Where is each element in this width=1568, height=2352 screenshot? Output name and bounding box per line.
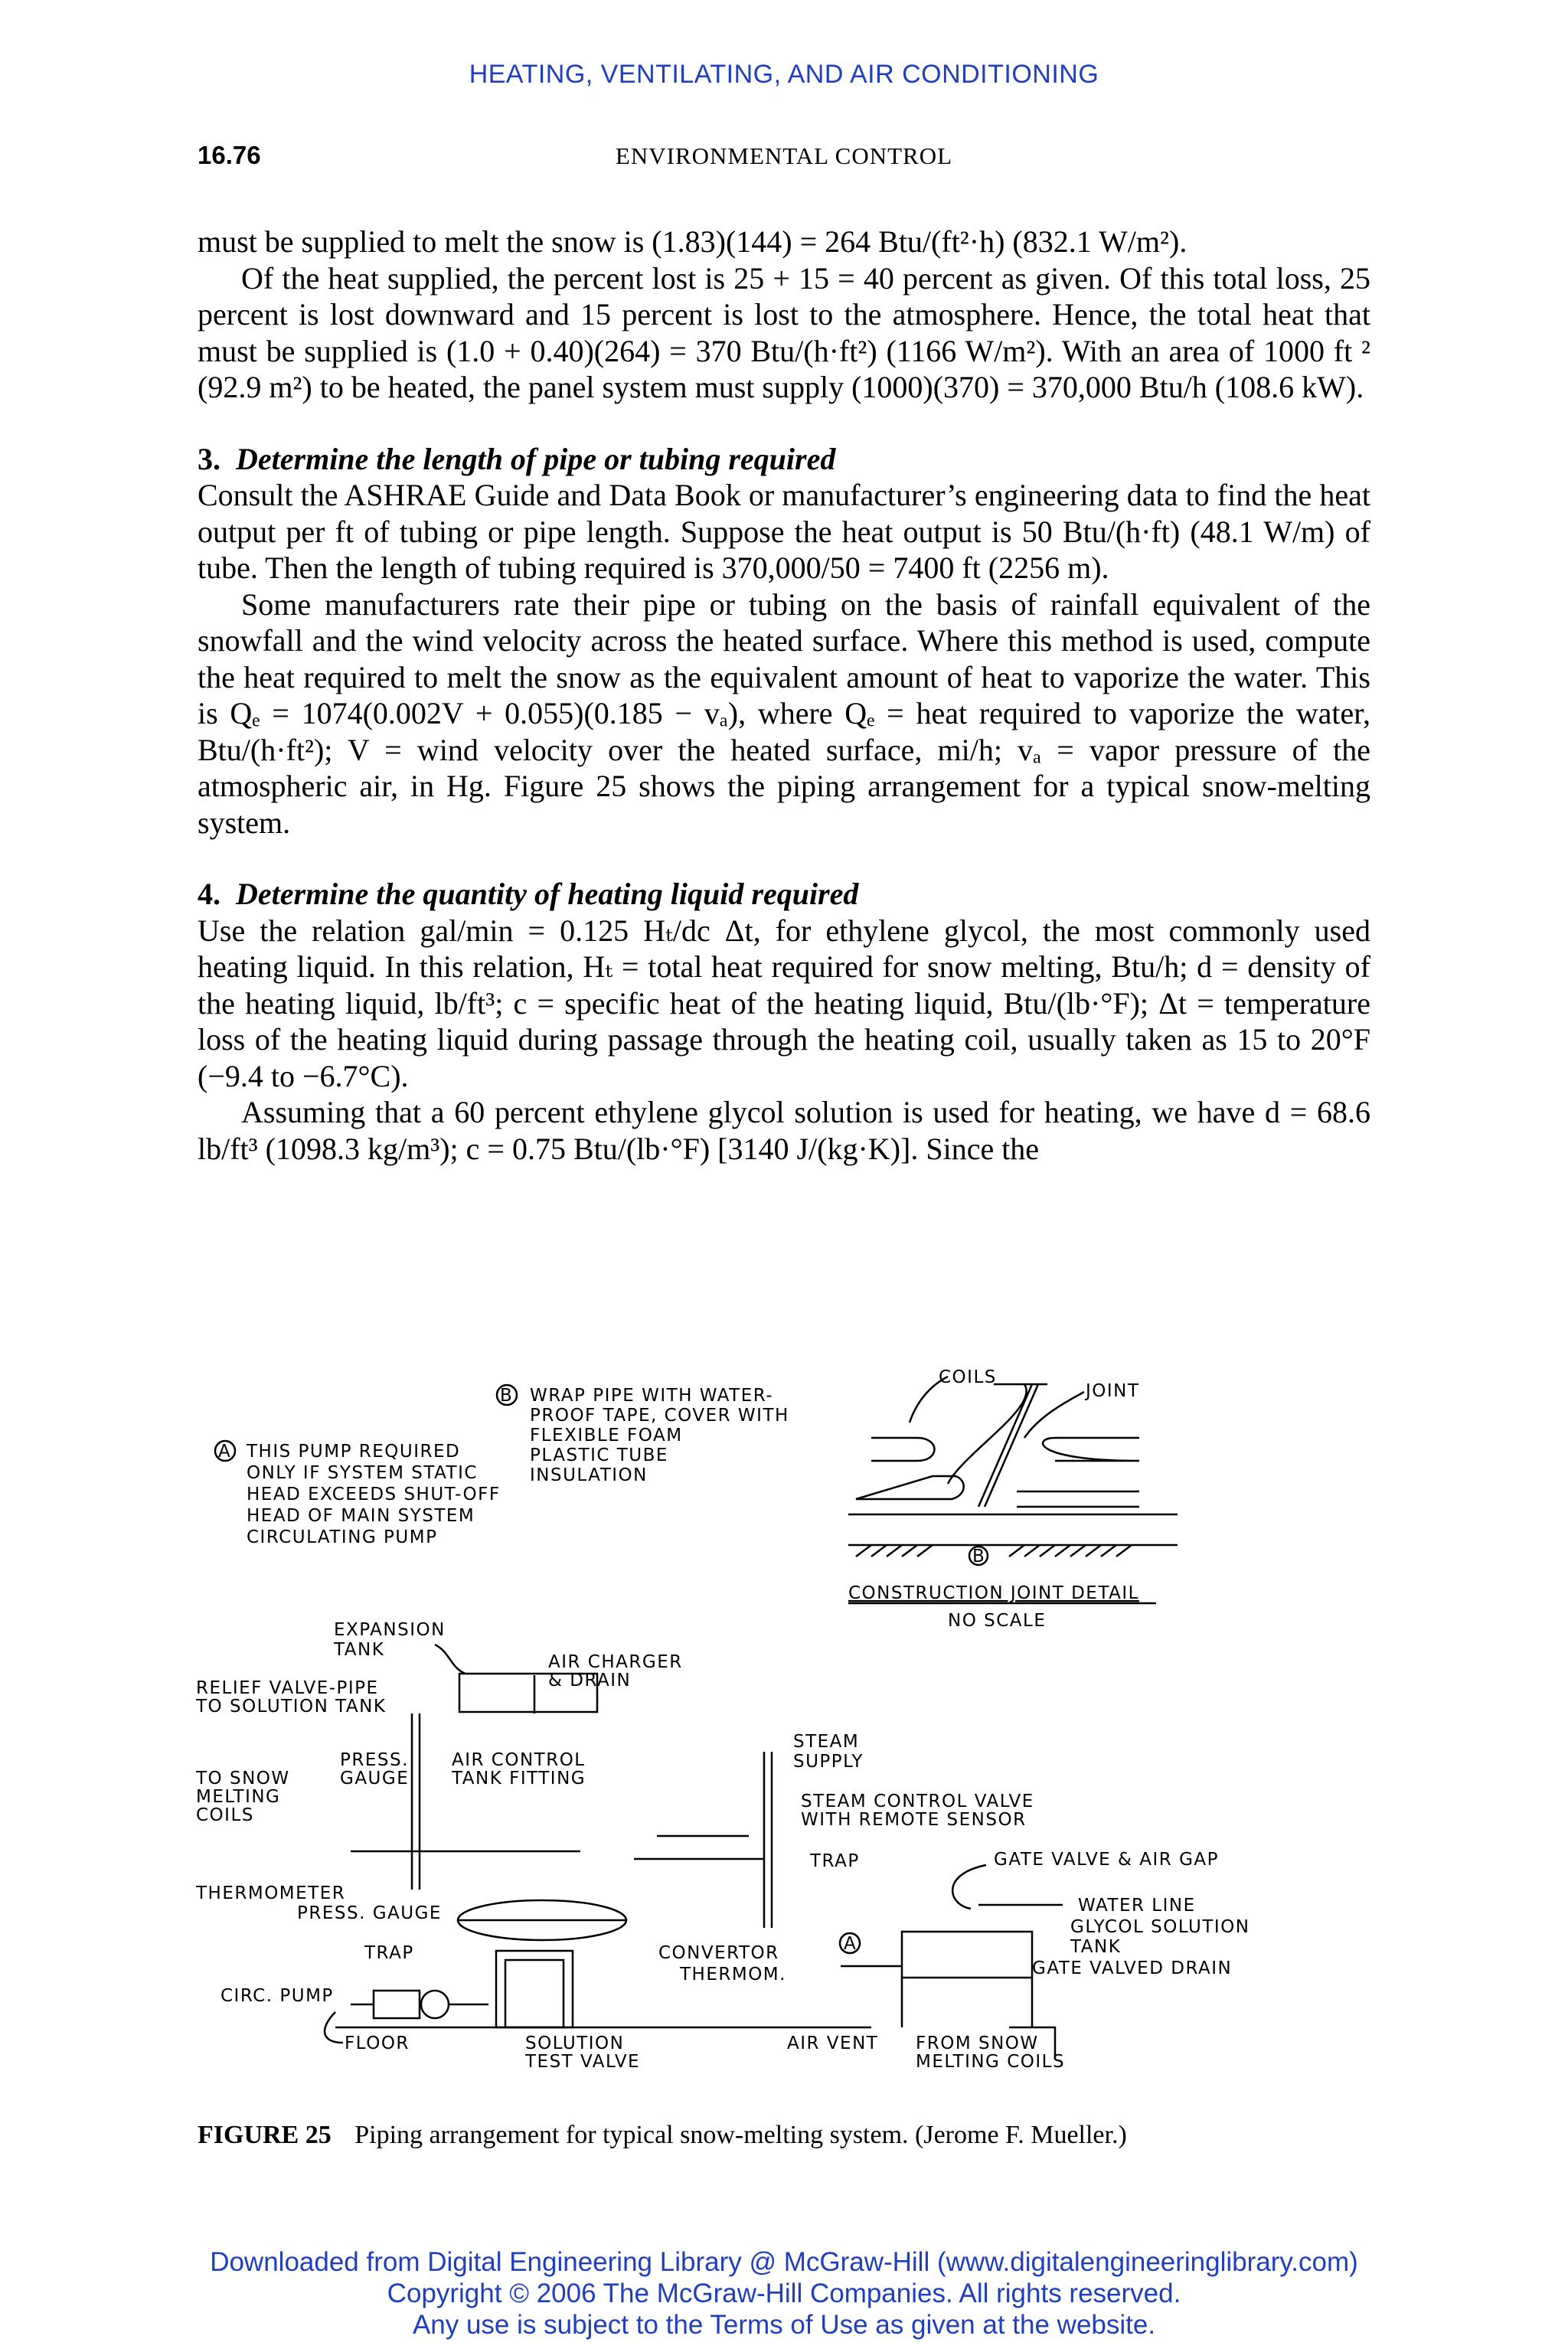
coils-label: COILS [939, 1367, 997, 1387]
press-gauge-left-label: PRESS. GAUGE [297, 1903, 442, 1923]
construction-joint-detail [848, 1367, 1178, 1631]
footer [0, 2246, 1568, 2341]
air-charger-label: & DRAIN [548, 1671, 632, 1690]
piping-schematic [195, 1620, 1250, 2072]
steam-supply-label: SUPPLY [793, 1752, 864, 1772]
note-a-line: CIRCULATING PUMP [247, 1527, 438, 1547]
footer-copyright: Copyright © 2006 The McGraw-Hill Companies. All rights reserved. [387, 2278, 1181, 2308]
step-number: 3. [198, 441, 220, 476]
thermometer-label: THERMOMETER [196, 1883, 346, 1903]
running-title: HEATING, VENTILATING, AND AIR CONDITIONING [469, 60, 1099, 89]
circ-pump-label: CIRC. PUMP [220, 1986, 334, 2006]
paragraph: Use the relation gal/min = 0.125 Hₜ/dc Δt, for ethylene glycol, the most commonly used heating liquid. In this relation, Hₜ = total heat required for snow melting, Btu/h; d = density of the heating liquid, lb/ft³; c = specific heat of the heating liquid, Btu/(lb·°F); Δt = temperature loss of the heating liquid during passage through the heating coil, usually taken as 15 to 20°F (−9.4 to −6.7°C). [198, 913, 1370, 1093]
paragraph: must be supplied to melt the snow is (1.83)(144) = 264 Btu/(ft²·h) (832.1 W/m²). [198, 224, 1187, 259]
press-gauge-label: GAUGE [340, 1769, 410, 1788]
glycol-tank-label: GLYCOL SOLUTION [1070, 1917, 1250, 1937]
note-a-line: HEAD EXCEEDS SHUT-OFF [247, 1485, 501, 1504]
piping-diagram [182, 1354, 1377, 2073]
air-control-label: TANK FITTING [452, 1769, 586, 1788]
relief-valve-label: TO SOLUTION TANK [196, 1697, 387, 1717]
paragraph: Assuming that a 60 percent ethylene glycol solution is used for heating, we have d = 68.6 lb/ft³ (1098.3 kg/m³); c = 0.75 Btu/(lb·°F) [3140 J/(kg·K)]. Since the [198, 1095, 1370, 1166]
step-title: Determine the length of pipe or tubing required [236, 441, 836, 476]
figure-caption-text: Piping arrangement for typical snow-melting system. (Jerome F. Mueller.) [354, 2121, 1127, 2149]
solution-test-label: TEST VALVE [525, 2052, 641, 2072]
section-title: ENVIRONMENTAL CONTROL [615, 142, 953, 169]
step-number: 4. [198, 877, 220, 911]
step-title: Determine the quantity of heating liquid required [236, 877, 859, 911]
note-a-line: HEAD OF MAIN SYSTEM [247, 1506, 475, 1526]
paragraph: Of the heat supplied, the percent lost is 25 + 15 = 40 percent as given. Of this total loss, 25 percent is lost downward and 15 percent is lost to the atmosphere. Hence, the total heat that must be supplied is (1.0 + 0.40)(264) = 370 Btu/(h·ft²) (1166 W/m²). With an area of 1000 ft ² (92.9 m²) to be heated, the panel system must supply (1000)(370) = 370,000 Btu/h (108.6 kW). [198, 260, 1370, 404]
air-control-label: AIR CONTROL [452, 1750, 586, 1770]
detail-title: CONSTRUCTION JOINT DETAIL [848, 1583, 1139, 1603]
step-heading [198, 441, 1370, 478]
gate-drain-label: GATE VALVED DRAIN [1032, 1958, 1233, 1978]
steam-control-label: STEAM CONTROL VALVE [801, 1792, 1034, 1811]
steam-supply-label: STEAM [793, 1732, 860, 1752]
gate-valve-label: GATE VALVE & AIR GAP [994, 1850, 1220, 1870]
relief-valve-label: RELIEF VALVE-PIPE [196, 1678, 379, 1698]
to-snow-label: COILS [196, 1805, 254, 1825]
note-b-line: PROOF TAPE, COVER WITH [530, 1406, 789, 1426]
note-b-line: FLEXIBLE FOAM [530, 1426, 683, 1446]
no-scale-label: NO SCALE [948, 1611, 1047, 1631]
note-a-marker: A [218, 1442, 232, 1462]
footer-download-link[interactable]: Downloaded from Digital Engineering Library @ McGraw-Hill (www.digitalengineeringlibrary.com) [210, 2247, 1358, 2277]
expansion-tank-label: EXPANSION [334, 1620, 446, 1640]
trap-right-label: TRAP [810, 1851, 860, 1871]
press-gauge-label: PRESS. [340, 1750, 409, 1770]
solution-test-label: SOLUTION [525, 2034, 625, 2053]
joint-label: JOINT [1086, 1381, 1140, 1401]
page-number: 16.76 [198, 141, 261, 169]
figure-caption [198, 2121, 1423, 2150]
glycol-tank-label: TANK [1070, 1937, 1122, 1957]
thermom-label: THERMOM. [680, 1965, 786, 1984]
note-b-line: INSULATION [530, 1465, 648, 1485]
note-a-line: ONLY IF SYSTEM STATIC [247, 1463, 478, 1483]
note-b-marker: B [500, 1386, 514, 1406]
expansion-tank-label: TANK [334, 1640, 385, 1660]
convertor-label: CONVERTOR [658, 1943, 779, 1963]
to-snow-label: MELTING [196, 1787, 281, 1807]
water-line-label: WATER LINE [1078, 1896, 1196, 1916]
floor-label: FLOOR [345, 2034, 410, 2053]
to-snow-label: TO SNOW [196, 1769, 290, 1788]
trap-left-label: TRAP [364, 1943, 414, 1963]
paragraph: Some manufacturers rate their pipe or tubing on the basis of rainfall equivalent of the snowfall and the wind velocity across the heated surface. Where this method is used, compute the heat required to melt the snow as the equivalent amount of heat to vaporize the water. This is Qₑ = 1074(0.002V + 0.055)(0.185 − vₐ), where Qₑ = heat required to vaporize the water, Btu/(h·ft²); V = wind velocity over the heated surface, mi/h; vₐ = vapor pressure of the atmospheric air, in Hg. Figure 25 shows the piping arrangement for a typical snow-melting system. [198, 586, 1370, 840]
svg-text:B: B [972, 1547, 986, 1566]
body-text [198, 224, 1370, 1167]
step-heading [198, 876, 1370, 913]
note-a [215, 1441, 501, 1547]
note-b [497, 1385, 789, 1485]
figure-label: FIGURE 25 [198, 2121, 332, 2149]
note-a-line: THIS PUMP REQUIRED [247, 1442, 461, 1462]
note-b-line: WRAP PIPE WITH WATER- [530, 1386, 774, 1406]
note-b-line: PLASTIC TUBE [530, 1446, 668, 1465]
air-vent-label: AIR VENT [787, 2034, 879, 2053]
svg-text:A: A [844, 1934, 858, 1954]
steam-control-label: WITH REMOTE SENSOR [801, 1810, 1027, 1830]
from-snow-label: MELTING COILS [916, 2052, 1066, 2072]
paragraph: Consult the ASHRAE Guide and Data Book or manufacturer’s engineering data to find the heat output per ft of tubing or pipe length. Suppose the heat output is 50 Btu/(h·ft) (48.1 W/m) of tube. Then the length of tubing required is 370,000/50 = 7400 ft (2256 m). [198, 478, 1370, 585]
footer-terms: Any use is subject to the Terms of Use as given at the website. [412, 2310, 1156, 2340]
air-charger-label: AIR CHARGER [548, 1652, 683, 1672]
from-snow-label: FROM SNOW [916, 2034, 1039, 2053]
